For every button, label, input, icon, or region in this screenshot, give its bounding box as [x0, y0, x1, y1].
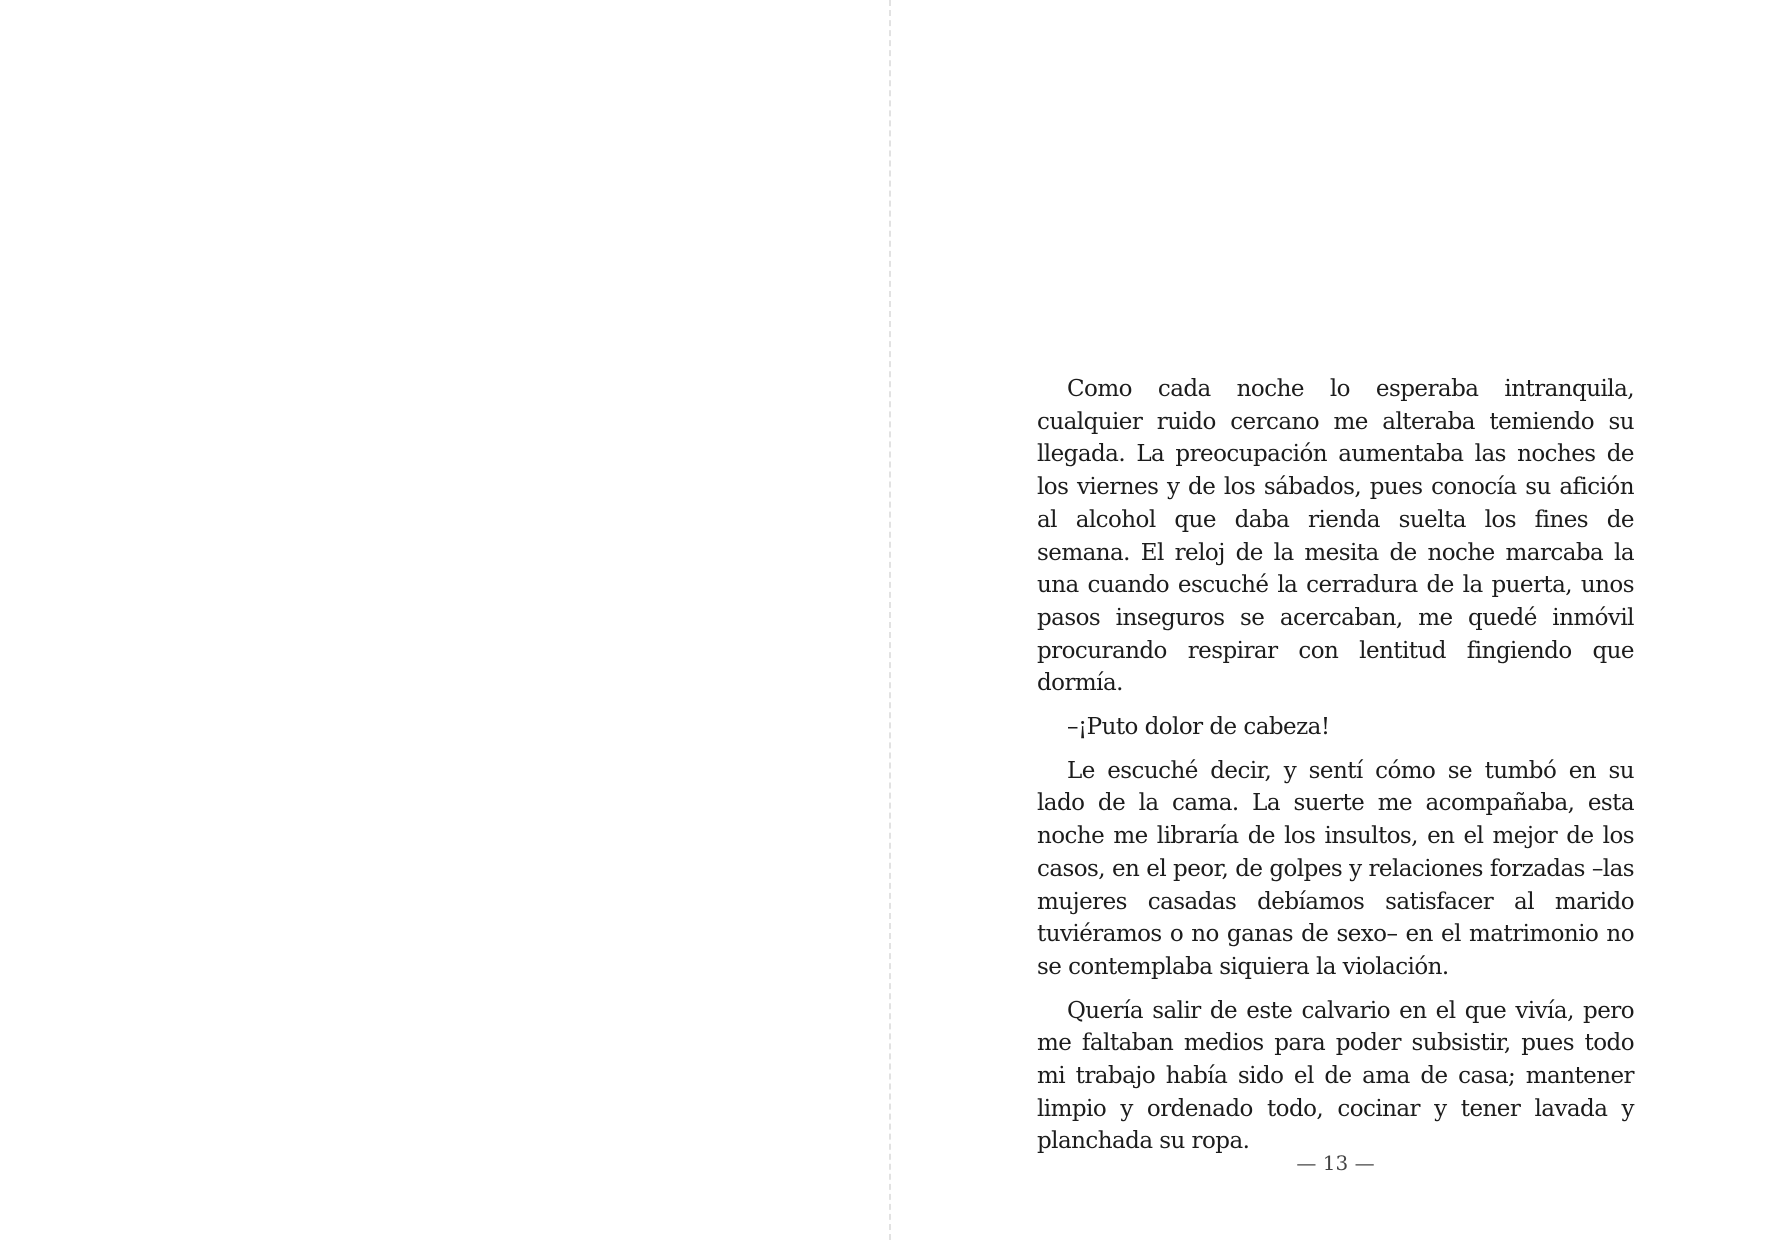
page-number: — 13 — — [1296, 1151, 1375, 1175]
paragraph: –¡Puto dolor de cabeza! — [1067, 714, 1330, 741]
right-page — [891, 0, 1772, 1240]
body-text — [1037, 373, 1634, 1169]
paragraph: Le escuché decir, y sentí cómo se tumbó en su lado de la cama. La suerte me acompañaba, esta noche me libraría de los insultos, en el mejor de los casos, en el peor, de golpes y relaciones forzadas –las mujeres casadas debíamos satisfacer al marido tuviéramos o no ganas de sexo– en el matrimonio no se contemplaba siquiera la violación. — [1037, 757, 1634, 980]
paragraph: Como cada noche lo esperaba intranquila, cualquier ruido cercano me alteraba temiendo su llegada. La preocupación aumentaba las noches de los viernes y de los sábados, pues conocía su afición al alcohol que daba rienda suelta los fines de semana. El reloj de la mesita de noche marcaba la una cuando escuché la cerradura de la puerta, unos pasos inseguros se acercaban, me quedé inmóvil procurando respirar con lentitud fingiendo que dormía. — [1037, 376, 1634, 697]
paragraph: Quería salir de este calvario en el que vivía, pero me faltaban medios para poder subsistir, pues todo mi trabajo había sido el de ama de casa; mantener limpio y ordenado todo, cocinar y tener lavada y planchada su ropa. — [1037, 997, 1634, 1155]
